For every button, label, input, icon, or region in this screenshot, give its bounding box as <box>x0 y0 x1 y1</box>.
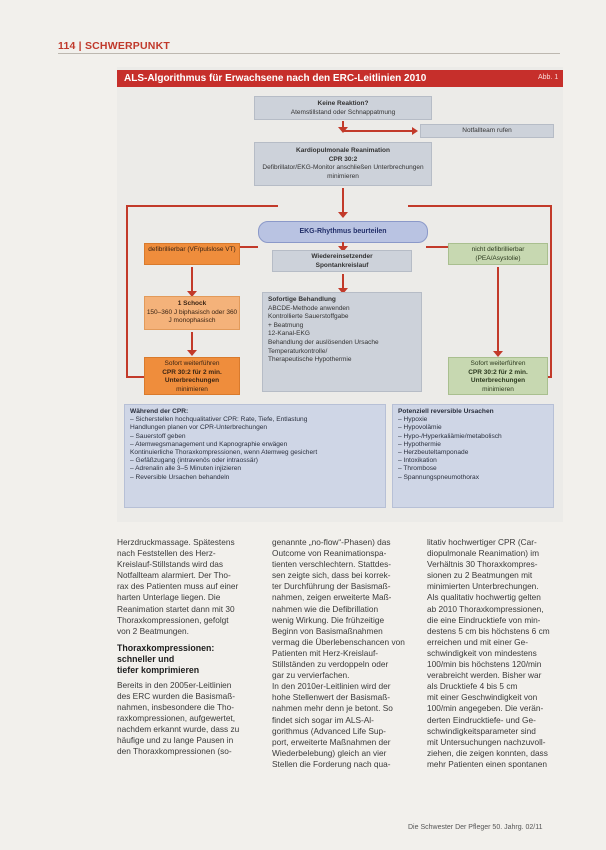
node-text: Kardiopulmonale Reanimation <box>296 147 390 154</box>
text-line: des ERC wurden die Basismaß- <box>117 690 236 701</box>
text-line: tienten verschlechtern. Stattdes- <box>272 559 391 570</box>
node-text: (PEA/Asystolie) <box>475 254 521 262</box>
text-line: gar zu vervierfachen. <box>272 670 350 681</box>
text-line: nahmen, zeigen erweiterte Maß- <box>272 592 392 603</box>
page-footer: Die Schwester Der Pfleger 50. Jahrg. 02/11 <box>408 824 543 831</box>
text-column-2 <box>272 537 414 770</box>
node-text: 360 J monophasisch <box>168 308 238 325</box>
node-text: CPR 30:2 für 2 min. <box>162 368 222 376</box>
text-line: erreichen und mit einer Ge- <box>427 636 528 647</box>
list-item: – Hypothermie <box>398 440 441 448</box>
text-line: als Drucktiefe 4 bis 5 cm <box>427 681 518 692</box>
loop-line <box>126 205 128 235</box>
text-line: diopulmonale Reanimation) im <box>427 548 540 559</box>
node-cpr <box>254 142 432 186</box>
text-line: rax des Patienten muss auf einer <box>117 581 239 592</box>
page-number: 114 <box>58 40 76 52</box>
list-item: – Intoxikation <box>398 457 437 465</box>
list-item: – Sauerstoff geben <box>130 432 186 440</box>
text-line: port, erweiterte Maßnahmen der <box>272 736 391 747</box>
node-call-team <box>420 124 554 138</box>
node-text: Sofortige Behandlung <box>268 296 336 303</box>
text-line: Als qualitativ hochwertig gelten <box>427 592 541 603</box>
text-line: litativ hochwertiger CPR (Car- <box>427 537 537 547</box>
node-text: Therapeutische Hypothermie <box>268 356 352 364</box>
list-item: Kontinuierliche Thoraxkompressionen, wenn Atemweg gesichert <box>130 449 318 457</box>
text-line: minimierten Unterbrechungen. <box>427 581 539 592</box>
flow-arrow <box>342 242 344 246</box>
loop-line <box>550 240 552 378</box>
text-line: den Thoraxkompressionen (so- <box>117 746 232 757</box>
text-line: mit Untersuchungen nachzuvoll- <box>427 736 546 747</box>
flow-arrow <box>342 188 344 212</box>
subhead-line: Thoraxkompressionen: <box>117 642 215 653</box>
text-line: häufige und zu lange Pausen in <box>117 735 234 746</box>
node-text: Defibrillator/EKG-Monitor anschließen <box>262 164 372 172</box>
node-ecg <box>258 221 428 243</box>
node-text: Wiedereinsetzender <box>311 253 373 260</box>
list-item: – Hypo-/Hyperkaliämie/metabolisch <box>398 432 502 440</box>
text-line: Patienten mit Herz-Kreislauf- <box>272 647 379 658</box>
list-item: – Reversible Ursachen behandeln <box>130 473 230 481</box>
text-line: Wiederbelebung) gleich an vier <box>272 747 387 758</box>
node-nonshockable <box>448 243 548 265</box>
text-line: mehr Patienten einen spontanen <box>427 758 547 769</box>
list-item: – Spannungspneumothorax <box>398 473 480 481</box>
node-text: Spontankreislauf <box>315 261 369 269</box>
text-line: schwindigkeitsparameter sind <box>427 725 536 736</box>
node-text: Keine Reaktion? <box>317 100 369 107</box>
text-line: sen zeigte sich, dass bei korrek- <box>272 570 391 581</box>
text-line: nach Feststellen des Herz- <box>117 548 216 559</box>
text-line: hohe Stellenwert der Basismaß- <box>272 692 391 703</box>
list-item: – Herzbeuteltamponade <box>398 449 469 457</box>
text-line: von 2 Beatmungen. <box>117 625 189 636</box>
node-text: CPR 30:2 <box>328 155 358 163</box>
text-line: ziehen, die zeigen konnten, dass <box>427 747 548 758</box>
flow-arrow <box>191 332 193 350</box>
node-text: EKG-Rhythmus beurteilen <box>299 228 387 235</box>
loop-line <box>550 205 552 240</box>
subhead-line: tiefer komprimieren <box>117 665 200 676</box>
during-cpr-panel <box>124 404 386 508</box>
text-line: nahmen mehr denn je betont. So <box>272 703 393 714</box>
text-line: Outcome von Reanimationspa- <box>272 548 387 559</box>
text-line: verabreicht werden. Bisher war <box>427 670 542 681</box>
node-text: Temperaturkontrolle/ <box>268 347 328 355</box>
text-line: die eine Eindrucktiefe von min- <box>427 614 541 625</box>
node-text: Unterbrechungen <box>164 377 220 385</box>
flow-arrow <box>342 130 412 132</box>
node-text: 12-Kanal-EKG <box>268 330 310 338</box>
node-rosc <box>272 250 412 272</box>
node-text: (VF/pulslose VT) <box>187 246 236 253</box>
node-text: Notfallteam rufen <box>462 127 512 134</box>
text-line: 100/min bis höchstens 120/min <box>427 659 542 670</box>
text-line: Beginn von Basismaßnahmen <box>272 625 383 636</box>
panel-heading: Potenziell reversible Ursachen <box>398 408 494 415</box>
node-no-reaction <box>254 96 432 120</box>
text-line: In den 2010er-Leitlinien wird der <box>272 681 391 692</box>
node-text: 150–360 J biphasisch oder <box>146 308 225 316</box>
node-text: Atemstillstand oder Schnappatmung <box>290 108 396 116</box>
subhead-line: schneller und <box>117 654 175 665</box>
node-shockable <box>144 243 240 265</box>
figure-title: ALS-Algorithmus für Erwachsene nach den ERC-Leitlinien 2010 <box>124 73 427 84</box>
node-text: Unterbrechungen minimieren <box>327 164 424 180</box>
text-line: 100/min angegeben. Die verän- <box>427 703 544 714</box>
text-line: Kreislauf-Stillstands wird das <box>117 559 224 570</box>
text-column-3 <box>427 537 562 770</box>
text-line: nahmen, insbesondere die Tho- <box>117 701 235 712</box>
text-line: raxkompressionen, aufgewertet, <box>117 713 236 724</box>
node-text: CPR 30:2 für 2 min. <box>468 368 528 376</box>
text-line: findet sich sogar im ALS-Al- <box>272 714 374 725</box>
panel-heading: Während der CPR: <box>130 408 189 415</box>
text-line: Reanimation startet dann mit 30 <box>117 603 235 614</box>
text-line: destens 5 cm bis höchstens 6 cm <box>427 625 550 636</box>
text-line: sionen zu 2 Beatmungen mit <box>427 570 533 581</box>
node-text: Unterbrechungen <box>470 377 526 385</box>
text-line: Notfallteam alarmiert. Der Tho- <box>117 570 231 581</box>
node-immediate-right <box>448 357 548 395</box>
text-line: ab 2010 Thoraxkompressionen, <box>427 603 544 614</box>
list-item: – Atemwegsmanagement und Kapnographie erwägen <box>130 440 288 448</box>
header-rule <box>58 53 560 54</box>
text-line: mit einer Geschwindigkeit von <box>427 692 538 703</box>
text-line: nahmen wie die Defibrillation <box>272 603 379 614</box>
flow-arrow <box>342 121 344 127</box>
list-item: – Thrombose <box>398 465 437 473</box>
figure-number: Abb. 1 <box>538 74 559 81</box>
loop-line <box>126 205 278 207</box>
node-post-care <box>262 292 422 392</box>
list-item: – Gefäßzugang (intravenös oder intraossär) <box>130 457 258 465</box>
running-head <box>58 40 170 52</box>
node-shock <box>144 296 240 330</box>
text-line: ter Durchführung der Basismaß- <box>272 581 391 592</box>
list-item: – Hypoxie <box>398 416 428 424</box>
node-text: defibrillierbar <box>148 246 186 253</box>
text-line: wenig Wirkung. Die frühzeitige <box>272 614 385 625</box>
node-text: 1 Schock <box>177 300 207 307</box>
flow-arrow <box>342 274 344 288</box>
node-text: ABCDE-Methode anwenden <box>268 304 350 312</box>
node-text: nicht defibrillierbar <box>471 246 525 253</box>
text-line: Bereits in den 2005er-Leitlinien <box>117 679 232 690</box>
node-text: Sofort weiterführen <box>470 360 526 367</box>
text-line: gorithmus (Advanced Life Sup- <box>272 725 386 736</box>
text-line: harten Unterlage liegen. Die <box>117 592 221 603</box>
text-line: derten Eindrucktiefe- und Ge- <box>427 714 536 725</box>
list-item: – Adrenalin alle 3–5 Minuten injizieren <box>130 465 242 473</box>
loop-line <box>126 240 128 378</box>
text-line: Thoraxkompressionen, gefolgt <box>117 614 229 625</box>
text-line: schwindigkeit von mindestens <box>427 647 537 658</box>
text-line: Stellen die Forderung nach qua- <box>272 758 391 769</box>
loop-line <box>408 205 550 207</box>
text-line: genannte „no-flow“-Phasen) das <box>272 537 391 547</box>
section-label: SCHWERPUNKT <box>84 40 170 52</box>
node-immediate-left <box>144 357 240 395</box>
section-subhead <box>117 643 257 677</box>
flow-arrow <box>497 267 499 351</box>
node-text: Sofort weiterführen <box>164 360 220 367</box>
flow-arrow <box>191 267 193 291</box>
text-line: nachdem erkannt wurde, dass zu <box>117 724 240 735</box>
node-text: minimieren <box>482 385 514 393</box>
node-text: Kontrollierte Sauerstoffgabe <box>268 313 349 321</box>
loop-line <box>126 376 144 378</box>
list-item: – Sicherstellen hochqualitativer CPR: Rate, Tiefe, Entlastung <box>130 416 308 424</box>
text-line: vermag die Überlebenschancen von <box>272 636 405 647</box>
node-text: minimieren <box>176 385 208 393</box>
text-line: Herzdruckmassage. Spätestens <box>117 537 235 547</box>
text-column-1 <box>117 537 257 757</box>
text-line: Verhältnis 30 Thoraxkompres- <box>427 559 538 570</box>
text-line: Stillständen zu verdoppeln oder <box>272 659 389 670</box>
node-text: + Beatmung <box>268 321 304 329</box>
reversible-causes-panel <box>392 404 554 508</box>
head-separator: | <box>78 40 82 52</box>
node-text: Behandlung der auslösenden Ursache <box>268 338 379 346</box>
list-item: Handlungen planen vor CPR-Unterbrechungen <box>130 424 268 432</box>
list-item: – Hypovolämie <box>398 424 442 432</box>
